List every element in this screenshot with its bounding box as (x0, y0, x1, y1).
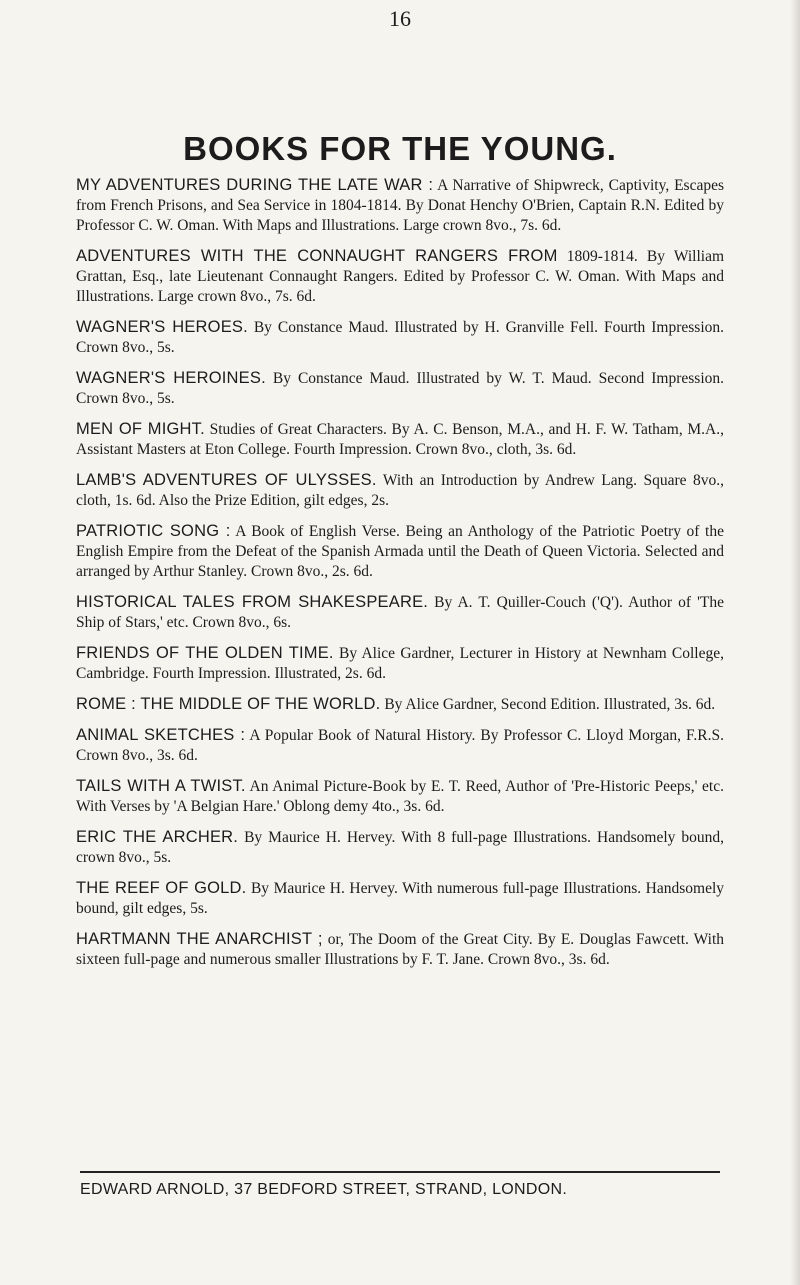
book-title: WAGNER'S HEROES. (76, 318, 248, 336)
book-description: By A. T. Quiller-Couch ('Q'). Author of 'The Ship of Stars,' etc. Crown 8vo., 6s. (76, 594, 725, 631)
book-entry (76, 246, 724, 307)
book-list (76, 175, 724, 980)
book-entry (76, 521, 724, 582)
book-title: THE REEF OF GOLD. (76, 879, 247, 897)
book-description: A Narrative of Shipwreck, Captivity, Escapes from French Prisons, and Sea Service in 1804-1814. By Donat Henchy O'Brien, Captain R.N. Edited by Professor C. W. Oman. With Maps and Illustrations. Large crown 8vo., 7s. 6d. (76, 177, 724, 234)
page-edge-shadow (790, 0, 800, 1285)
book-title: PATRIOTIC SONG : (76, 522, 231, 540)
book-title: ANIMAL SKETCHES : (76, 726, 246, 744)
book-entry (76, 592, 724, 633)
book-description: A Popular Book of Natural History. By Professor C. Lloyd Morgan, F.R.S. Crown 8vo., 3s. 6d. (76, 727, 724, 764)
book-title: ROME : THE MIDDLE OF THE WORLD. (76, 695, 381, 713)
book-entry (76, 929, 724, 970)
book-title: FRIENDS OF THE OLDEN TIME. (76, 644, 334, 662)
book-description: Studies of Great Characters. By A. C. Benson, M.A., and H. F. W. Tatham, M.A., Assistant Masters at Eton College. Fourth Impression. Crown 8vo., cloth, 3s. 6d. (76, 421, 724, 458)
book-description: An Animal Picture-Book by E. T. Reed, Author of 'Pre-Historic Peeps,' etc. With Verses by 'A Belgian Hare.' Oblong demy 4to., 3s. 6d. (76, 778, 724, 815)
book-title: ERIC THE ARCHER. (76, 828, 239, 846)
book-description: or, The Doom of the Great City. By E. Douglas Fawcett. With sixteen full-page and numerous smaller Illustrations by F. T. Jane. Crown 8vo., 3s. 6d. (76, 931, 725, 968)
book-title: MY ADVENTURES DURING THE LATE WAR : (76, 176, 434, 194)
book-entry (76, 317, 724, 358)
book-entry (76, 776, 724, 817)
book-description: By Alice Gardner, Lecturer in History at Newnham College, Cambridge. Fourth Impression. Illustrated, 2s. 6d. (76, 645, 724, 682)
book-entry (76, 368, 724, 409)
book-entry (76, 175, 724, 236)
book-description: 1809-1814. By William Grattan, Esq., late Lieutenant Connaught Rangers. Edited by Professor C. W. Oman. With Maps and Illustrations. Large crown 8vo., 7s. 6d. (76, 248, 725, 305)
book-description: By Constance Maud. Illustrated by W. T. Maud. Second Impression. Crown 8vo., 5s. (76, 370, 725, 407)
book-title: TAILS WITH A TWIST. (76, 777, 246, 795)
book-description: With an Introduction by Andrew Lang. Square 8vo., cloth, 1s. 6d. Also the Prize Edition, gilt edges, 2s. (76, 472, 724, 509)
book-description: A Book of English Verse. Being an Anthology of the Patriotic Poetry of the English Empire from the Defeat of the Spanish Armada until the Death of Queen Victoria. Selected and arranged by Arthur Stanley. Crown 8vo., 2s. 6d. (76, 523, 724, 580)
book-entry (76, 419, 724, 460)
book-entry (76, 694, 724, 715)
book-entry (76, 878, 724, 919)
book-entry (76, 470, 724, 511)
book-description: By Maurice H. Hervey. With numerous full-page Illustrations. Handsomely bound, gilt edges, 5s. (76, 880, 725, 917)
book-title: WAGNER'S HEROINES. (76, 369, 266, 387)
book-title: HARTMANN THE ANARCHIST ; (76, 930, 323, 948)
book-description: By Maurice H. Hervey. With 8 full-page Illustrations. Handsomely bound, crown 8vo., 5s. (76, 829, 725, 866)
book-description: By Constance Maud. Illustrated by H. Granville Fell. Fourth Impression. Crown 8vo., 5s. (76, 319, 724, 356)
book-title: MEN OF MIGHT. (76, 420, 205, 438)
book-title: LAMB'S ADVENTURES OF ULYSSES. (76, 471, 377, 489)
page-title: BOOKS FOR THE YOUNG. (183, 130, 617, 167)
page-number: 16 (389, 6, 411, 31)
book-description: By Alice Gardner, Second Edition. Illustrated, 3s. 6d. (384, 696, 716, 713)
publisher-imprint: EDWARD ARNOLD, 37 BEDFORD STREET, STRAND, LONDON. (80, 1171, 720, 1199)
book-entry (76, 827, 724, 868)
book-entry (76, 643, 724, 684)
book-title: HISTORICAL TALES FROM SHAKESPEARE. (76, 593, 429, 611)
book-entry (76, 725, 724, 766)
book-title: ADVENTURES WITH THE CONNAUGHT RANGERS FROM (76, 247, 558, 265)
